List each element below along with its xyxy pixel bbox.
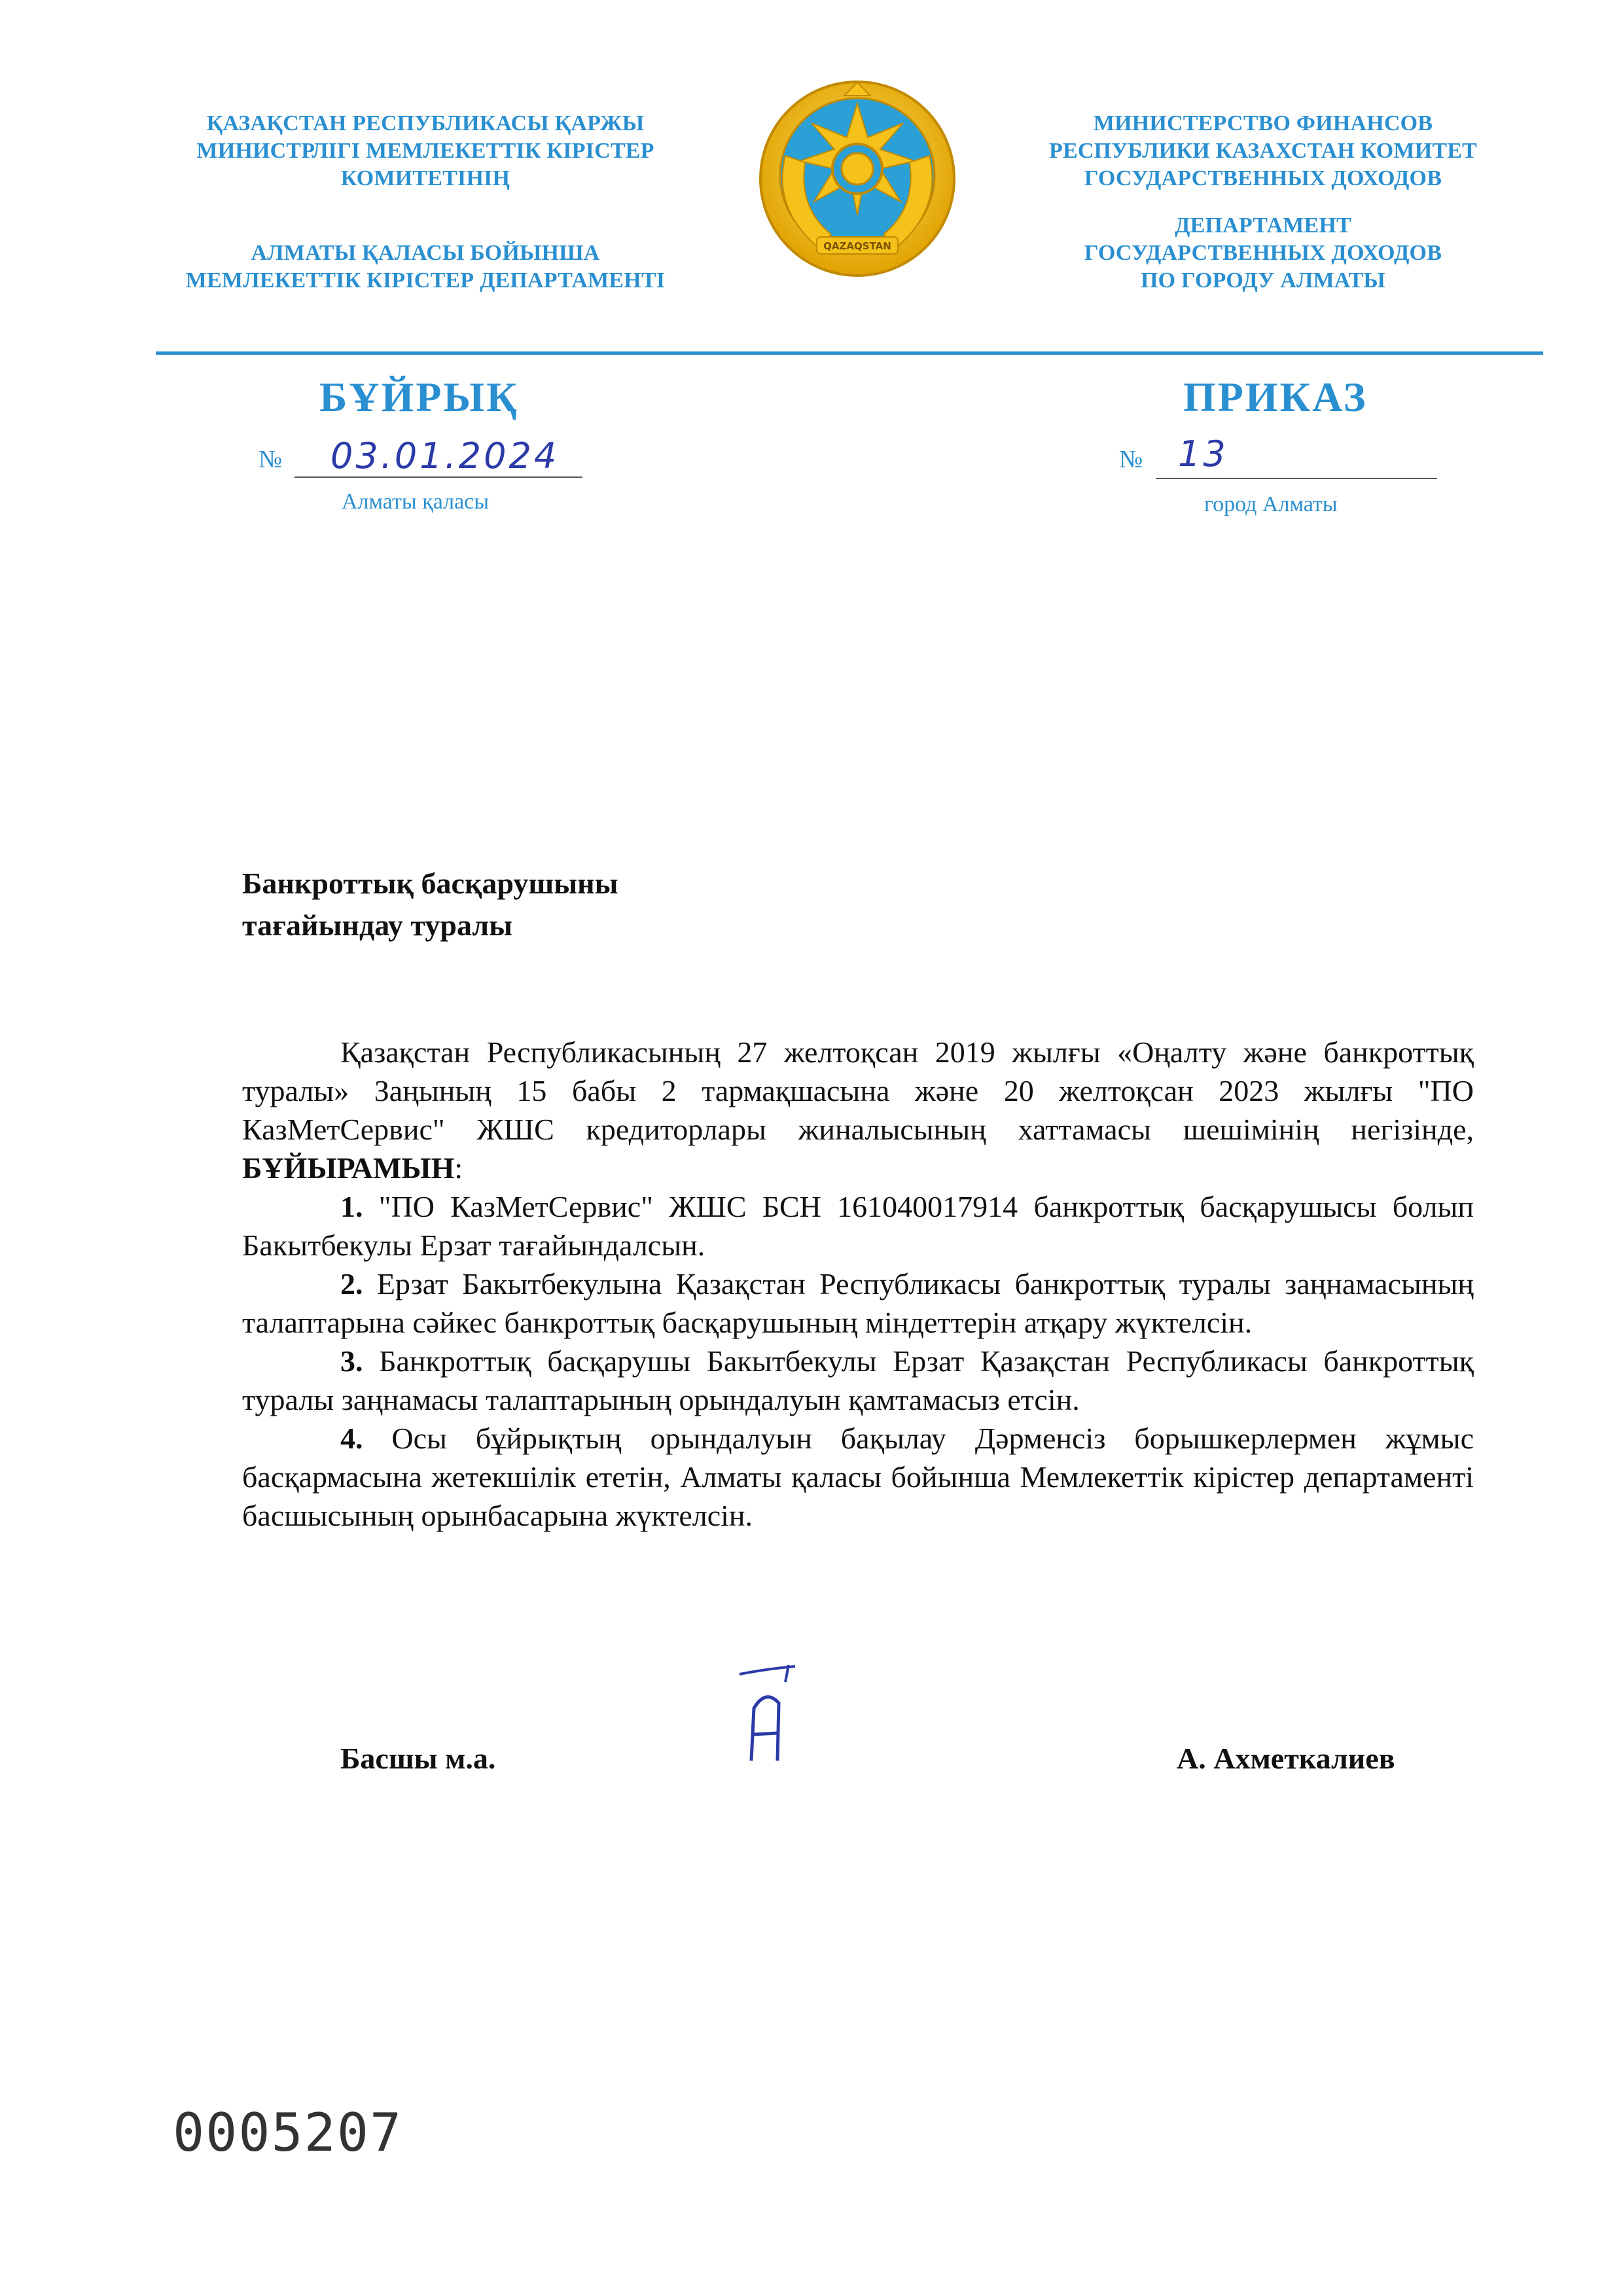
subject-line: Банкроттық басқарушыны (242, 867, 618, 900)
signatory-name: А. Ахметкалиев (1177, 1742, 1395, 1775)
initial-mark-icon (733, 1662, 825, 1774)
header-kz-line: ҚАЗАҚСТАН РЕСПУБЛИКАСЫ ҚАРЖЫ (206, 111, 645, 135)
header-ru (1008, 110, 1518, 295)
order-item (242, 1187, 1474, 1265)
header-ru-line: ПО ГОРОДУ АЛМАТЫ (1140, 268, 1385, 293)
item-text: Банкроттық басқарушы Бакытбекулы Ерзат Қазақстан Республикасы банкроттық туралы заңнамасы талаптарының орындалуын қамтамасыз етсін. (242, 1344, 1474, 1416)
header-divider (156, 351, 1543, 355)
header-kz-line: МЕМЛЕКЕТТІК КІРІСТЕР ДЕПАРТАМЕНТІ (185, 268, 666, 293)
number-sign-ru: № (1119, 446, 1143, 473)
subject-line: тағайындау туралы (242, 908, 513, 942)
preamble-end: : (454, 1151, 463, 1185)
item-number: 3. (340, 1344, 363, 1378)
order-item (242, 1419, 1474, 1535)
order-item (242, 1342, 1474, 1419)
city-kz: Алматы қаласы (342, 490, 490, 514)
item-number: 4. (340, 1422, 363, 1455)
serial-number: 0005207 (173, 2102, 403, 2163)
header-ru-line: ГОСУДАРСТВЕННЫХ ДОХОДОВ (1084, 166, 1442, 190)
handwritten-date: 03.01.2024 (330, 435, 560, 476)
handwritten-number: 13 (1178, 433, 1228, 475)
order-subject (242, 863, 618, 946)
order-title-kz: БҰЙРЫҚ (319, 374, 519, 420)
order-title-ru: ПРИКАЗ (1183, 374, 1368, 420)
item-number: 1. (340, 1190, 363, 1223)
preamble-text: Қазақстан Республикасының 27 желтоқсан 2019 жылғы «Оңалту және банкроттық туралы» Заңының 15 бабы 2 тармақшасына және 20 желтоқсан 2023 жылғы "ПО КазМетСервис" ЖШС кредиторлары жиналысының хаттамасы шешімінің негізінде, (242, 1035, 1474, 1146)
emblem-text: QAZAQSTAN (823, 240, 891, 252)
order-body (242, 1033, 1474, 1535)
state-emblem-icon (746, 77, 969, 287)
header-kz-line: КОМИТЕТІНІҢ (340, 166, 510, 190)
header-kz-line: АЛМАТЫ ҚАЛАСЫ БОЙЫНША (251, 241, 600, 265)
header-ru-line: ДЕПАРТАМЕНТ (1175, 213, 1351, 238)
item-text: Ерзат Бакытбекулына Қазақстан Республикасы банкроттық туралы заңнамасының талаптарына сәйкес банкроттық басқарушының міндеттерін атқару жүктелсін. (242, 1267, 1474, 1339)
header-kz (144, 110, 707, 295)
number-underline-kz (294, 476, 582, 478)
preamble-paragraph (242, 1033, 1474, 1187)
number-sign-kz: № (259, 446, 283, 473)
item-text: Осы бұйрықтың орындалуын бақылау Дәрменсіз борышкерлермен жұмыс басқармасына жетекшілік ететін, Алматы қаласы бойынша Мемлекеттік кірістер департаменті басшысының орынбасарына жүктелсін. (242, 1422, 1474, 1532)
signatory-title: Басшы м.а. (340, 1742, 496, 1775)
item-text: "ПО КазМетСервис" ЖШС БСН 161040017914 банкроттық басқарушысы болып Бакытбекулы Ерзат тағайындалсын. (242, 1190, 1474, 1262)
order-item (242, 1265, 1474, 1342)
header-ru-line: ГОСУДАРСТВЕННЫХ ДОХОДОВ (1084, 241, 1442, 265)
header-ru-line: МИНИСТЕРСТВО ФИНАНСОВ (1093, 111, 1433, 135)
header-ru-line: РЕСПУБЛИКИ КАЗАХСТАН КОМИТЕТ (1049, 139, 1477, 163)
preamble-bold: БҰЙЫРАМЫН (242, 1151, 455, 1185)
header-kz-line: МИНИСТРЛІГІ МЕМЛЕКЕТТІК КІРІСТЕР (196, 139, 654, 163)
item-number: 2. (340, 1267, 363, 1300)
number-underline-ru (1156, 478, 1437, 479)
city-ru: город Алматы (1204, 492, 1338, 516)
